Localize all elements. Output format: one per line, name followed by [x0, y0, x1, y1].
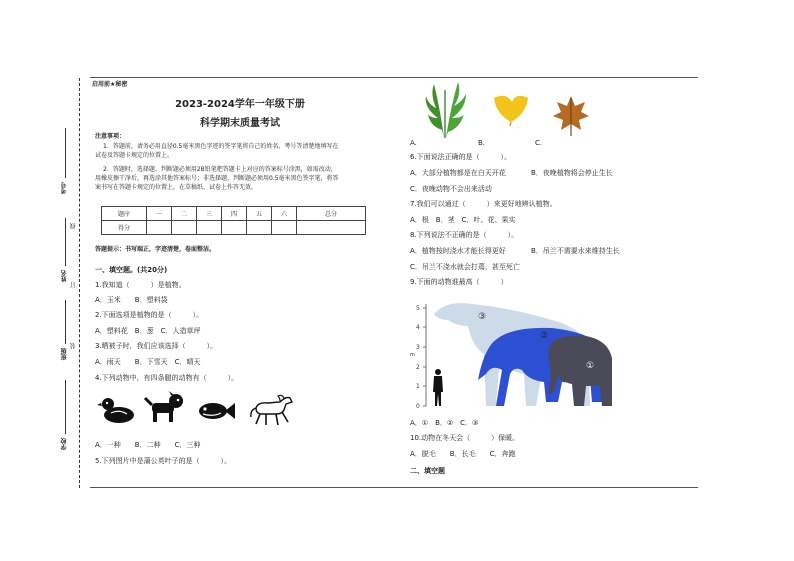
- animal-height-figure: [412, 296, 616, 414]
- q1-text: 1.我知道（ ）是植物。: [95, 281, 186, 289]
- animal-1-marker: ①: [586, 361, 595, 371]
- axis-tick-label: 2: [416, 364, 420, 371]
- axis-tick-label: 3: [416, 344, 420, 351]
- q3-options: A．雨天 B．下雪天 C．晴天: [95, 358, 201, 366]
- q4-text: 4.下列动物中，有四条腿的动物有（ ）。: [95, 374, 239, 382]
- score-table-header-row: [102, 207, 366, 221]
- secret-label: 启用前★秘密: [92, 81, 128, 88]
- score-input-cell[interactable]: [222, 221, 247, 235]
- notes-item1-line2: 试卷及答题卡规定的位置上。: [95, 152, 174, 159]
- notes-item2-line2: 用橡皮擦干净后，再选涂其他答案标号；非选择题、判断题必须用0.5毫米黑色签字笔，将答: [95, 175, 339, 182]
- q10-options: A．脱毛 B．长毛 C．奔跑: [410, 450, 516, 458]
- axis-tick-label: 1: [416, 383, 420, 390]
- dandelion-leaf-icon: [420, 78, 472, 140]
- duck-icon: [97, 393, 139, 427]
- side-mark-ding: 订: [70, 282, 77, 288]
- animal-3-marker: ③: [478, 312, 487, 322]
- score-cell: 四: [222, 207, 247, 221]
- q1-options: A．玉米 B．塑料袋: [95, 296, 168, 304]
- q6-option-b: B．夜晚植物将会停止生长: [531, 169, 613, 177]
- side-blank-banji: [65, 300, 66, 344]
- q5-text: 5.下列图片中是蒲公英叶子的是（ ）。: [95, 457, 232, 465]
- side-blank-xingming: [65, 218, 66, 266]
- exam-title: 2023-2024学年一年级下册: [175, 99, 305, 110]
- score-table: [101, 206, 366, 235]
- q7-text: 7.我们可以通过（ ）来更好地辨认植物。: [410, 200, 557, 208]
- axis-unit-label: m: [410, 352, 415, 358]
- animal-2-marker: ②: [540, 331, 549, 341]
- section1-title: 一、填空题。(共20分): [95, 266, 168, 274]
- horse-icon: [248, 392, 296, 428]
- bottom-rule: [90, 487, 698, 488]
- q3-text: 3.晒被子时，我们应该选择（ ）。: [95, 342, 218, 350]
- top-rule: [90, 77, 698, 78]
- q2-options: A．塑料花 B．葱 C．人造草坪: [95, 327, 201, 335]
- notes-item2-line1: 2．答题时，选择题、判断题必须用2B铅笔把答题卡上对应的答案标号涂黑，如需改动，: [103, 166, 337, 173]
- side-blank-xuexiao: [65, 380, 66, 434]
- score-input-cell[interactable]: [197, 221, 222, 235]
- side-label-xuexiao: 学校: [61, 438, 68, 450]
- side-label-xingming: 姓名: [61, 270, 68, 282]
- binding-dashed-line: [79, 78, 80, 488]
- q2-text: 2.下面选项是植物的是（ ）。: [95, 311, 204, 319]
- score-cell: 五: [247, 207, 272, 221]
- notes-heading: 注意事项：: [95, 133, 126, 140]
- side-mark-xian: 线: [70, 223, 77, 229]
- dog-icon: [143, 392, 185, 426]
- maple-leaf-icon: [551, 94, 591, 138]
- axis-tick-label: 5: [416, 305, 420, 312]
- q6-option-a: A．大部分植物都是在白天开花: [410, 169, 506, 177]
- ginkgo-leaf-icon: [492, 92, 530, 126]
- side-label-banji: 班级: [61, 348, 68, 360]
- side-label-kaohao: 考号: [61, 182, 68, 194]
- axis-tick-label: 0: [416, 403, 420, 410]
- q5-option-a: A.: [410, 139, 417, 147]
- q6-text: 6.下面说法正确的是（ ）。: [410, 153, 512, 161]
- score-cell: 题序: [102, 207, 147, 221]
- score-input-cell[interactable]: [272, 221, 297, 235]
- q6-option-c: C．夜晚动物不会出来活动: [410, 185, 492, 193]
- axis-tick-label: 4: [416, 324, 420, 331]
- notes-item2-line3: 案书写在答题卡规定的位置上，在草稿纸、试卷上作答无效。: [95, 184, 258, 191]
- q9-text: 9.下面的动物谁最高（ ）: [410, 278, 508, 286]
- q10-text: 10.动物在冬天会（ ）保暖。: [410, 434, 520, 442]
- score-input-cell[interactable]: [297, 221, 366, 235]
- q7-options: A．根 B．茎 C．叶、花、果实: [410, 216, 516, 224]
- animal-height-svg: [412, 296, 616, 414]
- score-cell: 得分: [102, 221, 147, 235]
- q4-options: A．一种 B．二种 C．三种: [95, 441, 201, 449]
- q8-option-c: C．吊兰不浇水就会打蔫，甚至死亡: [410, 263, 520, 271]
- q8-text: 8.下列说法不正确的是（ ）。: [410, 231, 519, 239]
- side-blank-kaohao: [65, 128, 66, 178]
- notes-item1-line1: 1．答题前，请务必用直径0.5毫米黑色字迹的签字笔将自己的姓名、考号等清楚地填写在: [103, 143, 339, 150]
- answer-tips: 答题提示：书写端正，字迹清楚，卷面整洁。: [95, 246, 216, 253]
- score-cell: 一: [147, 207, 172, 221]
- human-silhouette: [433, 369, 443, 406]
- score-table-score-row: [102, 221, 366, 235]
- q8-option-b: B．吊兰不需要水来维持生长: [531, 247, 620, 255]
- q8-option-a: A．植物按时浇水才能长得更好: [410, 247, 506, 255]
- section2-title: 二、填空题: [410, 467, 445, 475]
- score-input-cell[interactable]: [147, 221, 172, 235]
- q9-options: A．① B．② C．③: [410, 419, 479, 427]
- score-input-cell[interactable]: [247, 221, 272, 235]
- fish-icon: [195, 398, 237, 424]
- q5-option-c: C.: [535, 139, 543, 147]
- score-cell: 三: [197, 207, 222, 221]
- side-mark-zhuang: 装: [70, 343, 77, 349]
- score-cell: 六: [272, 207, 297, 221]
- score-cell: 二: [172, 207, 197, 221]
- exam-subtitle: 科学期末质量考试: [200, 118, 280, 129]
- q5-option-b: B.: [478, 139, 486, 147]
- score-input-cell[interactable]: [172, 221, 197, 235]
- score-cell: 总分: [297, 207, 366, 221]
